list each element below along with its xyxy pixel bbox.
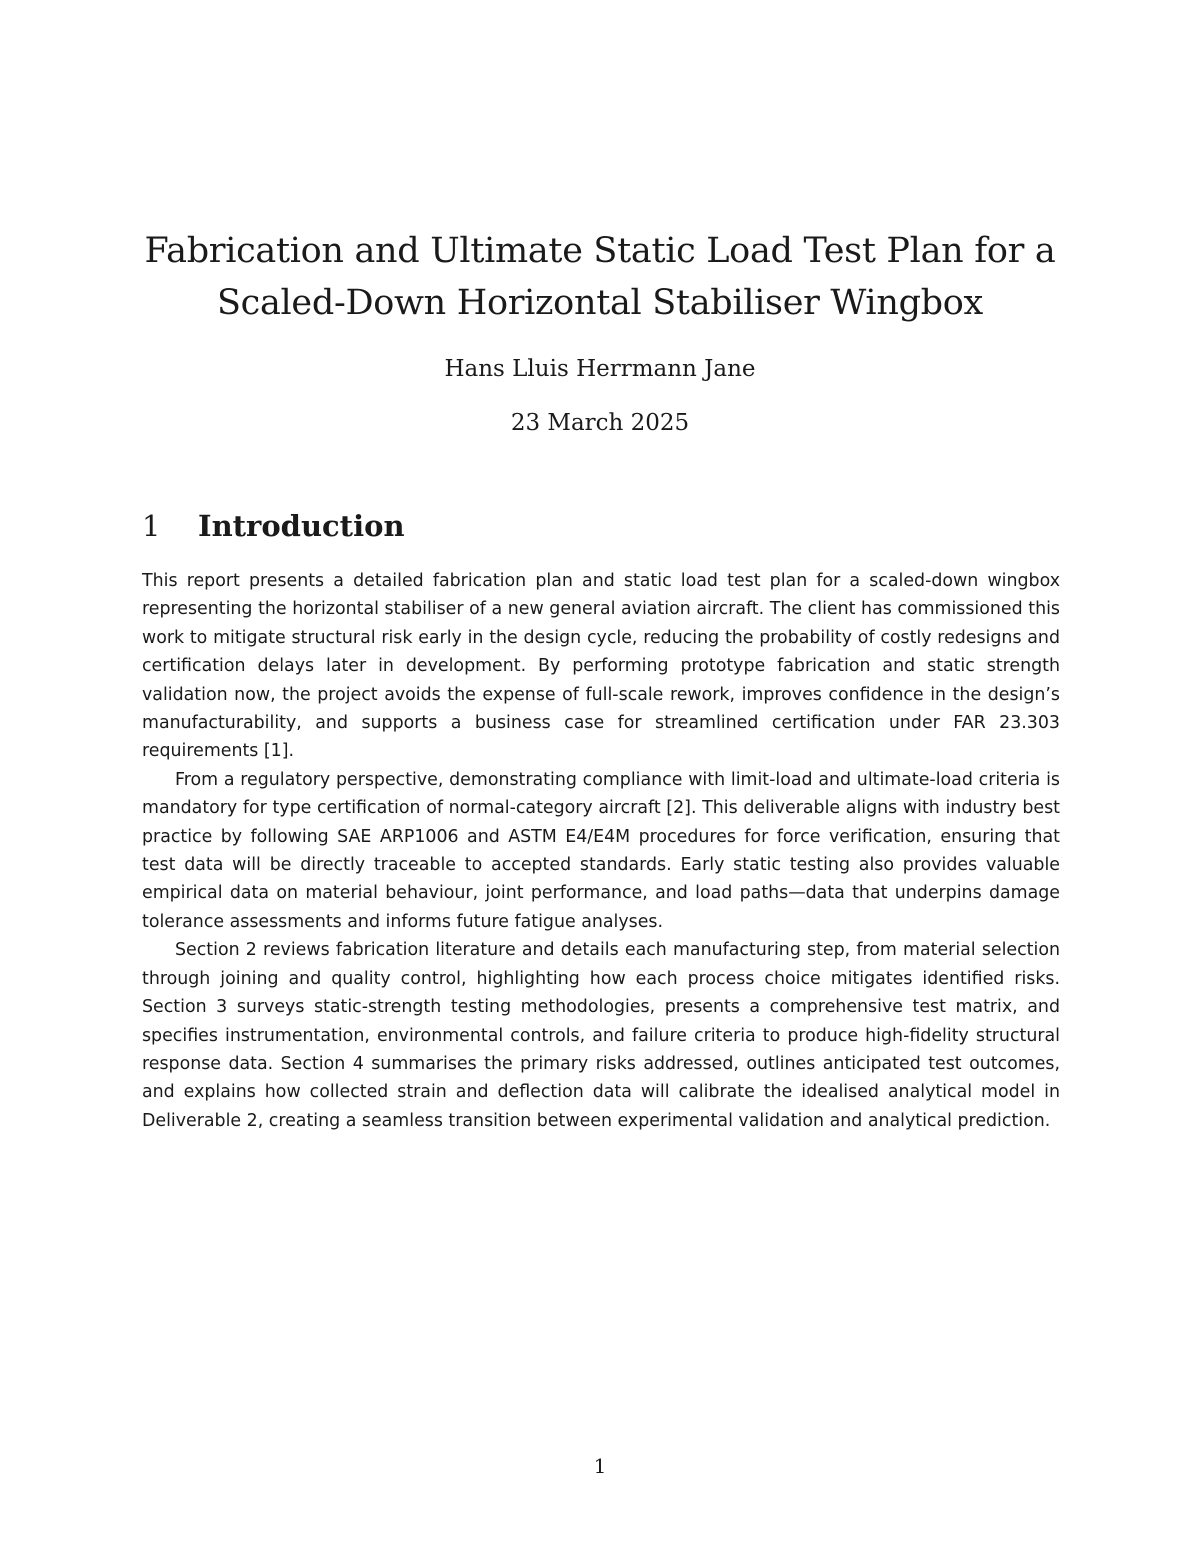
introduction-section <box>142 505 1060 1135</box>
document-date: 23 March 2025 <box>510 410 690 436</box>
body-paragraph: Section 2 reviews fabrication literature and details each manufacturing step, from material selection through joining and quality control, highlighting how each process choice mitigates identified risks. Section 3 surveys static-strength testing methodologies, presents a comprehensive test matrix, and specifies instrumentation, environmental controls, and failure criteria to produce high-fidelity structural response data. Section 4 summarises the primary risks addressed, outlines anticipated test outcomes, and explains how collected strain and deflection data will calibrate the idealised analytical model in Deliverable 2, creating a seamless transition between experimental validation and analytical prediction. <box>142 940 1060 1131</box>
body-paragraph: This report presents a detailed fabrication plan and static load test plan for a scaled-down wingbox representing the horizontal stabiliser of a new general aviation aircraft. The client has commissioned this work to mitigate structural risk early in the design cycle, reducing the probability of costly redesigns and certification delays later in development. By performing prototype fabrication and static strength validation now, the project avoids the expense of full-scale rework, improves confidence in the design’s manufacturability, and supports a business case for streamlined certification under FAR 23.303 requirements [1]. <box>142 571 1060 762</box>
page-number: 1 <box>593 1454 607 1478</box>
document-title-line: Fabrication and Ultimate Static Load Test Plan for a <box>144 231 1056 271</box>
document-title-line: Scaled-Down Horizontal Stabiliser Wingbox <box>216 283 983 323</box>
body-paragraph: From a regulatory perspective, demonstrating compliance with limit-load and ultimate-load criteria is mandatory for type certification of normal-category aircraft [2]. This deliverable aligns with industry best practice by following SAE ARP1006 and ASTM E4/E4M procedures for force verification, ensuring that test data will be directly traceable to accepted standards. Early static testing also provides valuable empirical data on material behaviour, joint performance, and load paths—data that underpins damage tolerance assessments and informs future fatigue analyses. <box>142 769 1060 932</box>
section-number: 1 <box>142 509 161 543</box>
document-title <box>0 225 1200 329</box>
document-author: Hans Lluis Herrmann Jane <box>444 356 756 382</box>
section-heading <box>142 505 1060 547</box>
title-block <box>0 225 1200 439</box>
section-title: Introduction <box>198 509 405 543</box>
